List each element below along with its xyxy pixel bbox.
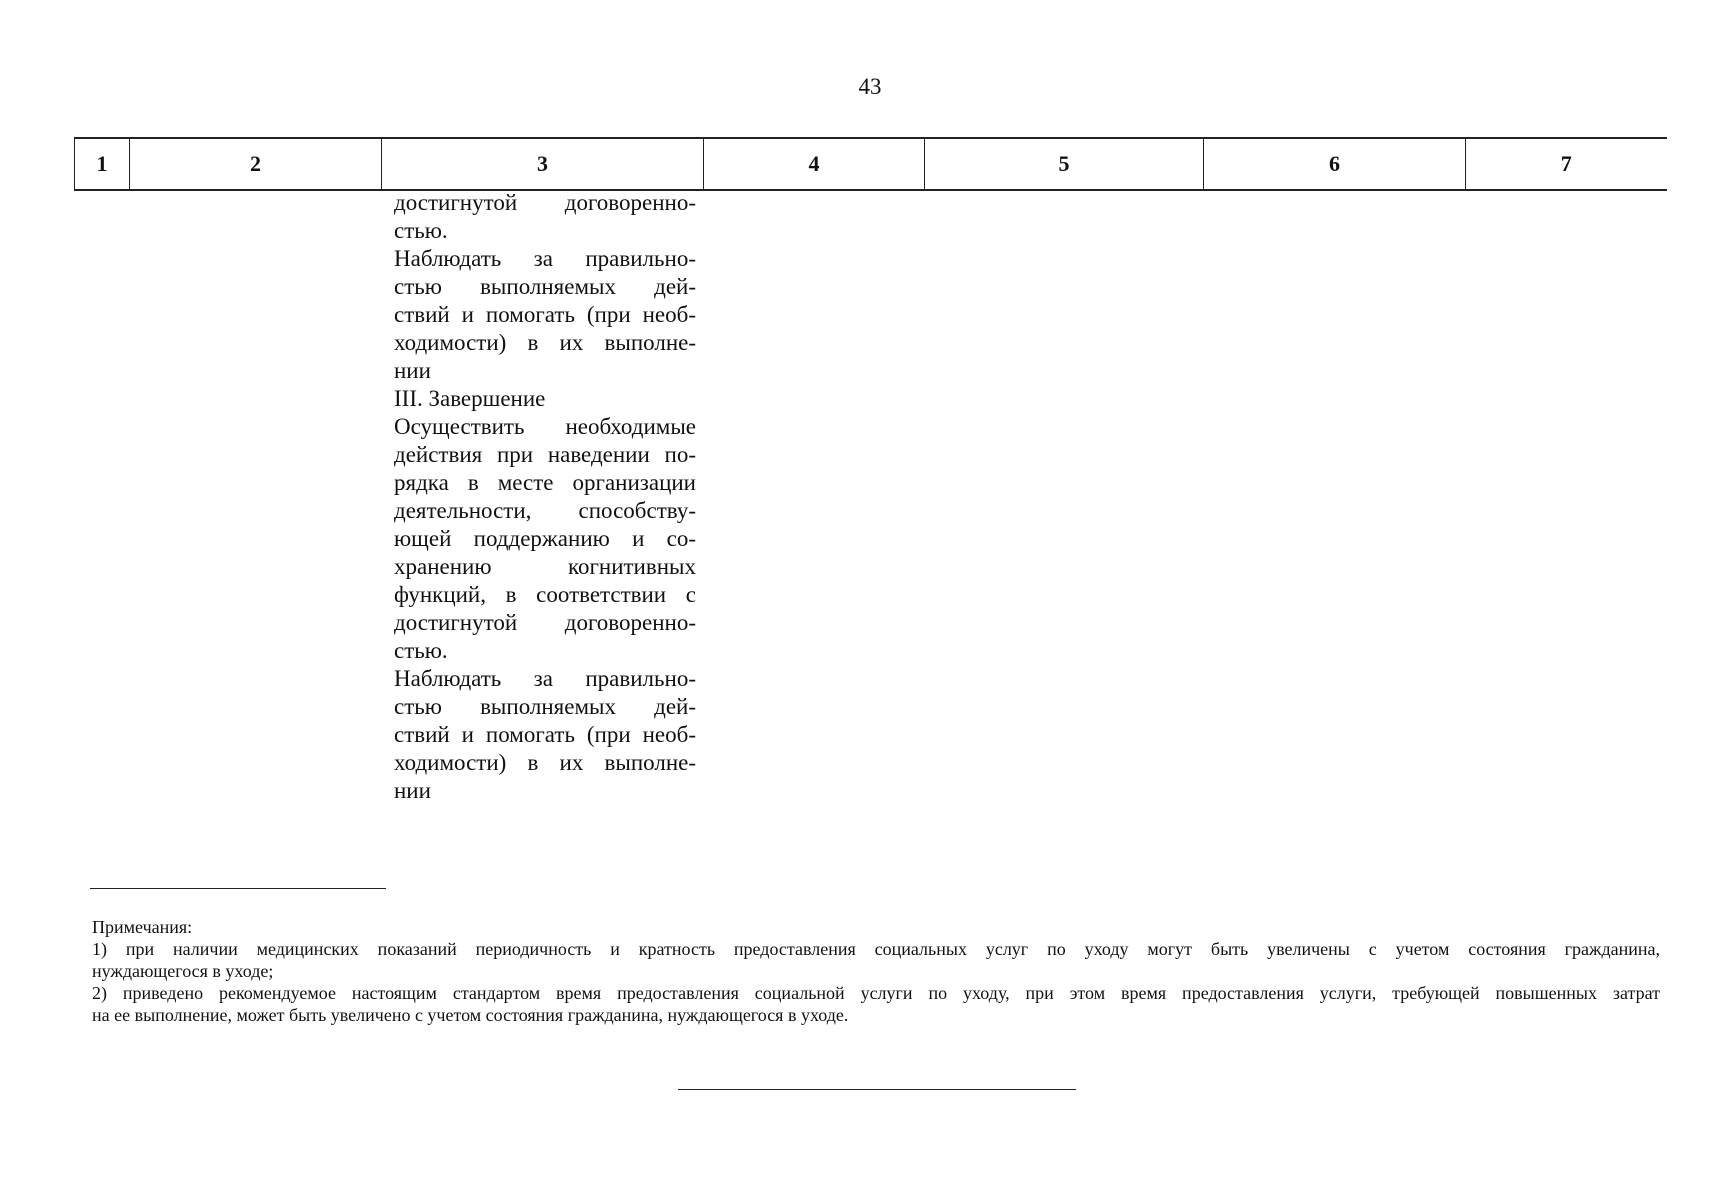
notes-block <box>92 916 1660 1026</box>
cell-text-line: функций, в соответствии с <box>394 582 696 607</box>
cell-text-line: хранению когнитивных <box>394 554 696 579</box>
cell-text-line: деятельности, способству- <box>394 498 696 523</box>
column-header-2: 2 <box>130 138 382 190</box>
cell-text-line: ходимости) в их выполне- <box>394 750 696 775</box>
cell-text-line: рядка в месте организации <box>394 470 696 495</box>
column-header-6: 6 <box>1204 138 1466 190</box>
cell-text-line: достигнутой договоренно- <box>394 190 696 215</box>
column-header-3: 3 <box>382 138 704 190</box>
footnote-separator <box>90 888 386 889</box>
cell-text-line: Осуществить необходимые <box>394 414 696 439</box>
end-of-document-rule <box>678 1089 1076 1090</box>
cell-text-line: стью. <box>394 638 448 663</box>
cell-text-line: стью. <box>394 218 448 243</box>
table-header <box>74 137 1667 191</box>
column-header-1: 1 <box>75 138 130 190</box>
column-header-4: 4 <box>704 138 925 190</box>
header-row <box>75 138 1667 190</box>
cell-text-line: нии <box>394 778 431 803</box>
note-line: 1) при наличии медицинских показаний периодичность и кратность предоставления социальных услуг по уходу могут быть увеличены с учетом состояния гражданина, <box>92 939 1660 959</box>
cell-text-line: Наблюдать за правильно- <box>394 246 696 271</box>
page-number: 43 <box>858 74 882 99</box>
cell-text-line: III. Завершение <box>394 386 546 411</box>
cell-text-line: действия при наведении по- <box>394 442 696 467</box>
column-3-cell-text <box>394 189 696 805</box>
cell-text-line: стью выполняемых дей- <box>394 274 696 299</box>
note-line: 2) приведено рекомендуемое настоящим стандартом время предоставления социальной услуги по уходу, при этом время предоставления услуги, требующей повышенных затрат <box>92 983 1660 1003</box>
column-header-7: 7 <box>1466 138 1667 190</box>
cell-text-line: Наблюдать за правильно- <box>394 666 696 691</box>
cell-text-line: достигнутой договоренно- <box>394 610 696 635</box>
cell-text-line: ствий и помогать (при необ- <box>394 722 696 747</box>
cell-text-line: ходимости) в их выполне- <box>394 330 696 355</box>
cell-text-line: нии <box>394 358 431 383</box>
cell-text-line: ствий и помогать (при необ- <box>394 302 696 327</box>
note-line: на ее выполнение, может быть увеличено с учетом состояния гражданина, нуждающегося в уходе. <box>92 1005 849 1025</box>
notes-heading: Примечания: <box>92 917 193 937</box>
cell-text-line: стью выполняемых дей- <box>394 694 696 719</box>
column-header-5: 5 <box>925 138 1204 190</box>
note-line: нуждающегося в уходе; <box>92 961 274 981</box>
cell-text-line: ющей поддержанию и со- <box>394 526 696 551</box>
